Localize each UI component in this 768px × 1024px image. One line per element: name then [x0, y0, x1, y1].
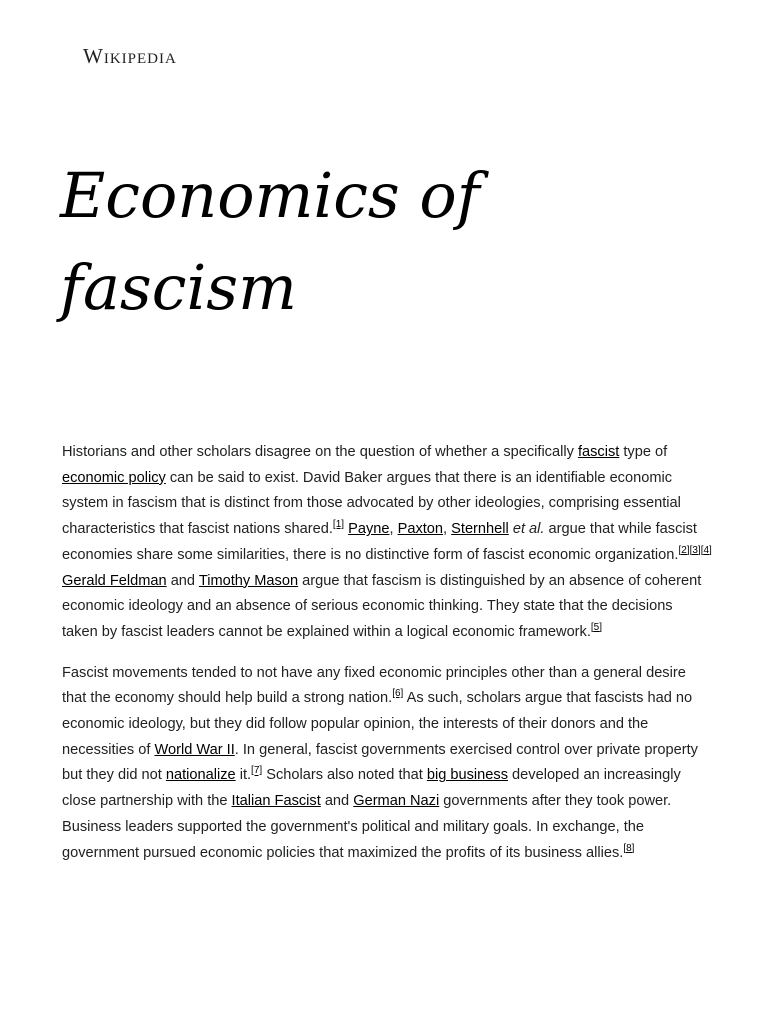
paragraph-1: [62, 440, 712, 646]
citation-2[interactable]: [2]: [678, 544, 690, 556]
text: . In general, fascist governments exercised control over private property but they did not: [62, 741, 698, 784]
text: argue that while fascist economies share some similarities, there is no distinctive form of fascist economic organization.: [62, 521, 697, 563]
text: Scholars also noted that: [262, 767, 427, 784]
link-paxton[interactable]: Paxton: [397, 521, 444, 538]
citation-5[interactable]: [5]: [590, 622, 603, 634]
text: developed an increasingly close partnership with the: [62, 767, 681, 810]
text: and: [320, 793, 354, 810]
link-big-business[interactable]: big business: [426, 767, 508, 784]
citation-1[interactable]: [1]: [332, 519, 345, 531]
link-german-nazi[interactable]: German Nazi: [353, 793, 440, 810]
citation-6[interactable]: [6]: [392, 688, 404, 700]
et-al-italic: et al.: [512, 521, 545, 538]
article-body: [62, 440, 712, 881]
citation-4[interactable]: [4]: [700, 544, 712, 556]
wikipedia-logo[interactable]: Wikipedia: [83, 44, 177, 68]
text: As such, scholars argue that fascists had no economic ideology, but they did follow popular opinion, the interests of their donors and the necessities of: [62, 690, 693, 758]
link-sternhell[interactable]: Sternhell: [451, 521, 509, 538]
text: and: [166, 572, 199, 589]
text: it.: [235, 767, 252, 784]
text: can be said to exist. David Baker argues that there is an identifiable economic system in fascism that is distinct from those advocated by other ideologies, comprising essential characteristics that fascist nations shared.: [62, 469, 681, 538]
text: type of: [619, 444, 668, 460]
citation-3[interactable]: [3]: [689, 544, 701, 556]
link-fascist[interactable]: fascist: [577, 444, 620, 460]
text: Historians and other scholars disagree on the question of whether a specifically: [62, 444, 578, 460]
link-timothy-mason[interactable]: Timothy Mason: [198, 572, 299, 589]
text: governments after they took power. Business leaders supported the government's political and military goals. In exchange, the government pursued economic policies that maximized the profits of its business allies.: [62, 793, 672, 861]
link-nationalize[interactable]: nationalize: [165, 767, 236, 784]
text: Fascist movements tended to not have any fixed economic principles other than a general desire that the economy should help build a strong nation.: [62, 664, 686, 707]
link-economic-policy[interactable]: economic policy: [62, 469, 166, 486]
link-payne[interactable]: Payne: [348, 521, 390, 538]
citation-7[interactable]: [7]: [251, 765, 263, 777]
text: ,: [443, 521, 452, 538]
text: argue that fascism is distinguished by an absence of coherent economic ideology and an absence of serious economic thinking. They state that the decisions taken by fascist leaders cannot be explained within a logical economic framework.: [62, 572, 702, 640]
link-gerald-feldman[interactable]: Gerald Feldman: [62, 572, 167, 589]
link-world-war-ii[interactable]: World War II: [154, 741, 235, 758]
page-title: Economics of fascism: [60, 159, 480, 324]
text: ,: [389, 521, 398, 538]
paragraph-2: [62, 661, 712, 867]
link-italian-fascist[interactable]: Italian Fascist: [231, 793, 321, 810]
citation-8[interactable]: [8]: [623, 842, 635, 854]
